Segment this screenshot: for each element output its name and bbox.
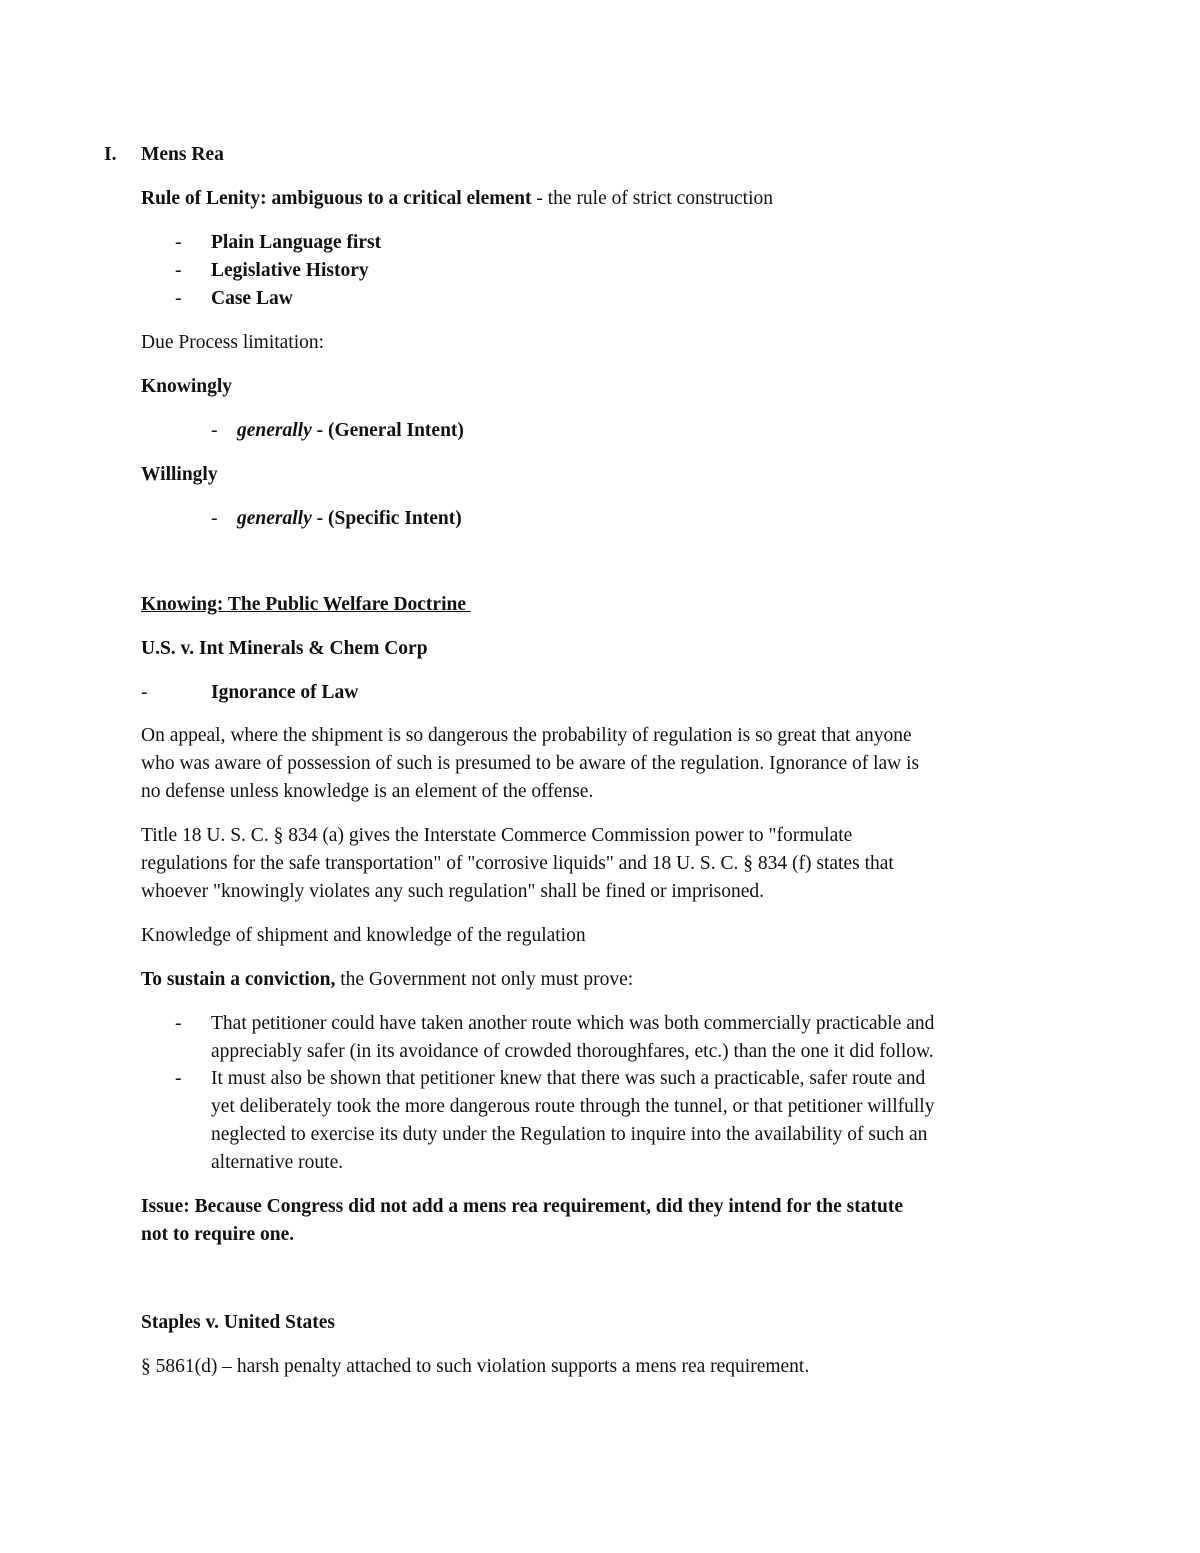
intent-text: - (Specific Intent) bbox=[311, 508, 462, 529]
paragraph-line: no defense unless knowledge is an element of the offense. bbox=[141, 781, 594, 802]
due-process-text: Due Process limitation: bbox=[141, 332, 325, 353]
bullet-line: It must also be shown that petitioner knew that there was such a practicable, safer route and bbox=[211, 1068, 926, 1089]
conviction-rest: the Government not only must prove: bbox=[335, 969, 634, 990]
bullet-line: That petitioner could have taken another route which was both commercially practicable and bbox=[211, 1013, 935, 1034]
case-title-staples: Staples v. United States bbox=[141, 1312, 335, 1333]
staples-text: § 5861(d) – harsh penalty attached to such violation supports a mens rea requirement. bbox=[141, 1356, 810, 1377]
list-dash: - bbox=[141, 682, 148, 703]
generally-word: generally bbox=[237, 508, 312, 529]
lenity-item: Case Law bbox=[211, 288, 293, 309]
list-dash: - bbox=[175, 1068, 182, 1089]
issue-line: not to require one. bbox=[141, 1224, 295, 1245]
list-dash: - bbox=[175, 232, 182, 253]
paragraph-line: On appeal, where the shipment is so dangerous the probability of regulation is so great that anyone bbox=[141, 725, 912, 746]
willingly-item bbox=[237, 505, 462, 533]
paragraph-line: regulations for the safe transportation" of "corrosive liquids" and 18 U. S. C. § 834 (f) states that bbox=[141, 853, 894, 874]
paragraph-line: Knowledge of shipment and knowledge of the regulation bbox=[141, 925, 586, 946]
list-dash: - bbox=[211, 508, 218, 529]
lenity-label: Rule of Lenity: ambiguous to a critical element bbox=[141, 188, 532, 209]
lenity-line bbox=[141, 185, 773, 213]
intent-text: - (General Intent) bbox=[311, 420, 464, 441]
section-title: Mens Rea bbox=[141, 144, 224, 165]
paragraph-line: whoever "knowingly violates any such regulation" shall be fined or imprisoned. bbox=[141, 881, 764, 902]
bullet-line: alternative route. bbox=[211, 1152, 344, 1173]
paragraph-line: who was aware of possession of such is presumed to be aware of the regulation. Ignorance of law is bbox=[141, 753, 920, 774]
bullet-line: appreciably safer (in its avoidance of crowded thoroughfares, etc.) than the one it did follow. bbox=[211, 1041, 934, 1062]
issue-line: Issue: Because Congress did not add a mens rea requirement, did they intend for the statute bbox=[141, 1196, 903, 1217]
section-numeral: I. bbox=[104, 144, 117, 165]
case-title-minerals: U.S. v. Int Minerals & Chem Corp bbox=[141, 638, 428, 659]
lenity-item: Plain Language first bbox=[211, 232, 382, 253]
list-dash: - bbox=[175, 288, 182, 309]
conviction-line bbox=[141, 966, 633, 994]
knowingly-heading: Knowingly bbox=[141, 376, 233, 397]
lenity-item: Legislative History bbox=[211, 260, 369, 281]
public-welfare-heading: Knowing: The Public Welfare Doctrine bbox=[141, 594, 471, 615]
ignorance-item: Ignorance of Law bbox=[211, 682, 359, 703]
generally-word: generally bbox=[237, 420, 312, 441]
paragraph-line: Title 18 U. S. C. § 834 (a) gives the Interstate Commerce Commission power to "formulate bbox=[141, 825, 853, 846]
knowingly-item bbox=[237, 417, 464, 445]
bullet-line: neglected to exercise its duty under the Regulation to inquire into the availability of such an bbox=[211, 1124, 928, 1145]
list-dash: - bbox=[175, 1013, 182, 1034]
list-dash: - bbox=[175, 260, 182, 281]
willingly-heading: Willingly bbox=[141, 464, 218, 485]
bullet-line: yet deliberately took the more dangerous route through the tunnel, or that petitioner willfully bbox=[211, 1096, 935, 1117]
list-dash: - bbox=[211, 420, 218, 441]
conviction-label: To sustain a conviction, bbox=[141, 969, 336, 990]
lenity-rest: - the rule of strict construction bbox=[531, 188, 774, 209]
